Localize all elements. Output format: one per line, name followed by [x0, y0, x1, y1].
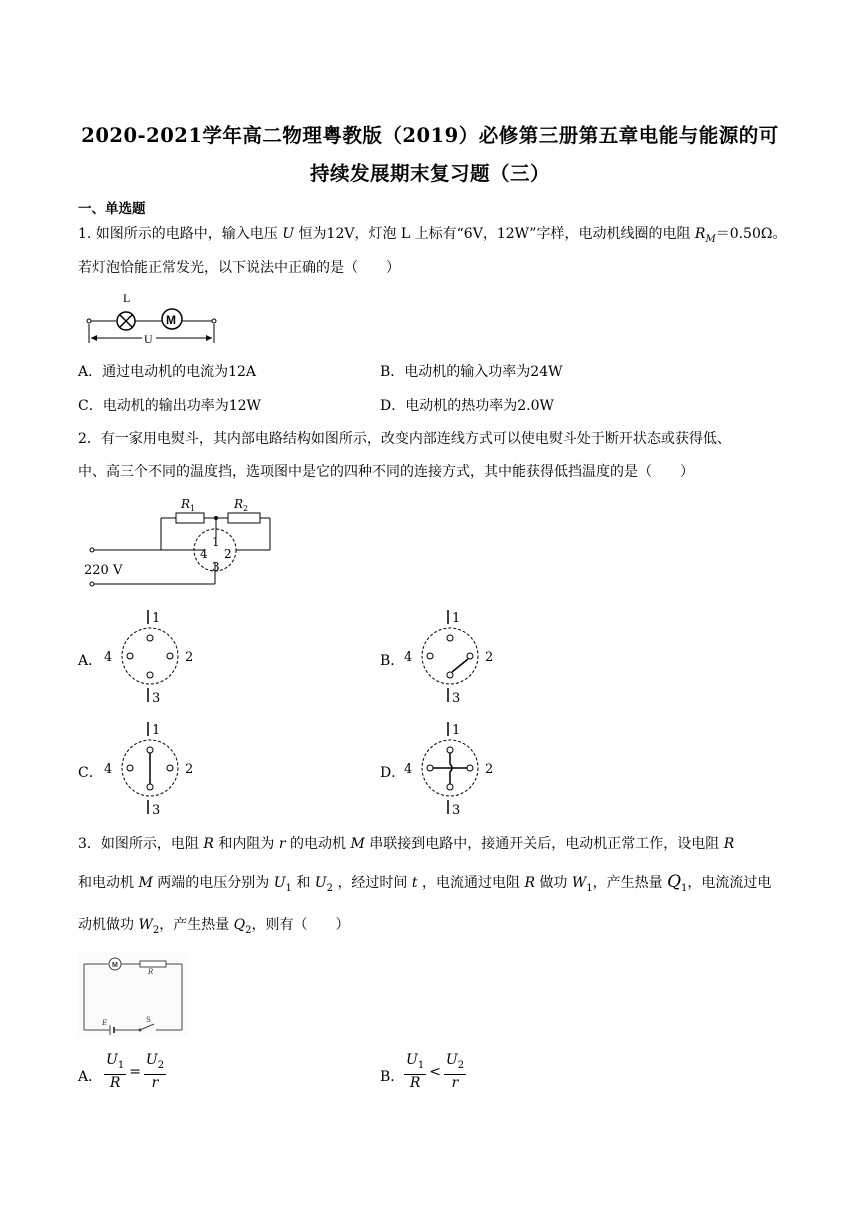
fraction: $\frac{U_1}{R}$ — [406, 1052, 425, 1091]
q3-var-w1-sub: 1 — [586, 882, 593, 894]
q3-var-u2: U — [314, 875, 327, 891]
terminal-2-label: 2 — [485, 650, 494, 665]
q3-var-r: R — [723, 836, 735, 852]
terminal-3-label: 3 — [152, 803, 161, 818]
q3-text: 动机做功 — [78, 917, 134, 933]
q3-text: ，电流流过电 — [687, 875, 772, 891]
q3-var-m: M — [350, 836, 365, 852]
q1-stem-line1 — [78, 225, 786, 249]
q3-var-q1: Q — [667, 872, 682, 892]
resistor-symbol — [140, 961, 166, 967]
terminal-2-label: 2 — [185, 762, 194, 777]
q3-stem-line3 — [78, 916, 350, 940]
q2-stem-line2: 中、高三个不同的温度挡，选项图中是它的四种不同的连接方式，其中能获得低挡温度的是（ ） — [78, 464, 694, 480]
fraction: $\frac{U_2}{r}$ — [445, 1052, 465, 1091]
q1-text: 恒为12V，灯泡 L 上标有“6V，12W”字样，电动机线圈的电阻 — [298, 226, 691, 242]
q3-text: ，电流通过电阻 — [421, 875, 520, 891]
q1-var-r-sub: M — [705, 233, 716, 245]
q2-option-d-diagram — [404, 720, 496, 816]
terminal-3-label: 3 — [152, 691, 161, 706]
q3-text: ，产生热量 — [592, 875, 663, 891]
q2-option-b-diagram — [404, 608, 496, 704]
q3-text: 和 — [296, 875, 311, 891]
q3-text: ，经过时间 — [337, 875, 408, 891]
q2-fig-r2-label: $R_2$ — [234, 497, 249, 513]
q3-text: 和内阻为 — [218, 836, 275, 852]
q1-fig-lamp-label: L — [123, 291, 131, 305]
equation-operator: = — [129, 1063, 141, 1080]
q2-fig-terminal-3: 3 — [212, 560, 220, 574]
q3-var-w2: W — [138, 917, 153, 933]
terminal-4-label: 4 — [104, 762, 113, 777]
q3-text: 两端的电压分别为 — [157, 875, 270, 891]
resistor-r1 — [176, 513, 204, 523]
terminal-1-label: 1 — [452, 611, 461, 626]
q1-text: ＝0.50Ω。 — [715, 226, 787, 242]
q3-option-b-equation — [404, 1052, 466, 1092]
q3-var-q2-sub: 2 — [245, 924, 252, 936]
q2-option-d[interactable]: D． — [380, 765, 406, 781]
q3-text: 的电动机 — [289, 836, 346, 852]
q3-text: 和电动机 — [78, 875, 134, 891]
q2-stem-line1: 2．有一家用电熨斗，其内部电路结构如图所示，改变内部连线方式可以使电熨斗处于断开状态或获得低、 — [78, 431, 731, 447]
resistor-r2 — [228, 513, 260, 523]
q3-var-t: t — [411, 875, 418, 891]
q2-fig-terminal-1: 1 — [212, 535, 220, 549]
terminal-2-label: 2 — [485, 762, 494, 777]
q3-var-u2-sub: 2 — [326, 882, 333, 894]
q3-text: ，产生热量 — [159, 917, 230, 933]
fraction: $\frac{U_2}{r}$ — [145, 1052, 165, 1091]
q3-var-u1-sub: 1 — [285, 882, 292, 894]
terminal-3-label: 3 — [452, 691, 461, 706]
q3-var-small-r: r — [278, 836, 286, 852]
q2-option-a-diagram — [104, 608, 196, 704]
terminal-4-label: 4 — [104, 650, 113, 665]
page-title-line1: 2020-2021学年高二物理粤教版（2019）必修第三册第五章电能与能源的可 — [81, 124, 779, 147]
q1-text: 1. 如图所示的电路中，输入电压 — [78, 226, 278, 242]
q3-stem-line1 — [78, 835, 734, 853]
q3-circuit-figure — [78, 952, 188, 1036]
terminal-4-label: 4 — [404, 650, 413, 665]
q1-option-d[interactable]: D．电动机的热功率为2.0W — [380, 398, 554, 414]
q3-stem-line2 — [78, 873, 771, 898]
q3-var-u1: U — [273, 875, 286, 891]
q3-option-a[interactable]: A． — [78, 1069, 103, 1085]
q2-option-c[interactable]: C． — [78, 765, 103, 781]
q1-stem-line2: 若灯泡恰能正常发光，以下说法中正确的是（ ） — [78, 260, 400, 276]
q3-fig-emf-label: E — [102, 1019, 108, 1027]
q1-fig-motor-label: M — [166, 313, 176, 327]
terminal-3-label: 3 — [452, 803, 461, 818]
q3-fig-switch-label: S — [146, 1016, 151, 1024]
q2-circuit-figure — [84, 496, 284, 592]
q2-option-a[interactable]: A． — [78, 653, 103, 669]
q2-option-c-diagram — [104, 720, 196, 816]
q3-text: 3．如图所示，电阻 — [78, 836, 199, 852]
q1-option-c[interactable]: C．电动机的输出功率为12W — [78, 398, 261, 414]
q2-fig-voltage-label: 220 V — [84, 563, 123, 578]
terminal-1-label: 1 — [152, 723, 161, 738]
terminal-4-label: 4 — [404, 762, 413, 777]
q1-option-a[interactable]: A．通过电动机的电流为12A — [78, 364, 257, 380]
q2-fig-terminal-4: 4 — [200, 547, 208, 561]
equation-operator: < — [429, 1063, 441, 1080]
page-title-line2: 持续发展期末复习题（三） — [309, 162, 550, 185]
q3-var-m: M — [138, 875, 153, 891]
terminal-1-label: 1 — [152, 611, 161, 626]
q3-text: 串联接到电路中，接通开关后，电动机正常工作，设电阻 — [369, 836, 720, 852]
q3-fig-motor-label: M — [112, 962, 118, 969]
q3-fig-resistor-label: R — [148, 968, 154, 976]
q3-text: 做功 — [539, 875, 568, 891]
q1-circuit-figure — [86, 288, 226, 348]
q1-option-b[interactable]: B．电动机的输入功率为24W — [380, 364, 563, 380]
q3-var-r: R — [524, 875, 535, 891]
q3-text: ，则有（ ） — [251, 917, 350, 933]
q1-var-r: R — [694, 226, 706, 242]
q3-var-w1: W — [571, 875, 587, 891]
q2-option-b[interactable]: B． — [380, 653, 405, 669]
q3-var-q2: Q — [233, 917, 246, 933]
q3-var-r: R — [203, 836, 214, 852]
q3-option-a-equation — [104, 1052, 166, 1092]
terminal-1-label: 1 — [452, 723, 461, 738]
terminal-2-label: 2 — [185, 650, 194, 665]
section-heading: 一、单选题 — [78, 201, 146, 217]
fraction: $\frac{U_1}{R}$ — [106, 1052, 125, 1091]
q3-var-q1-sub: 1 — [681, 882, 688, 894]
q2-fig-terminal-2: 2 — [224, 547, 232, 561]
q3-option-b[interactable]: B． — [380, 1069, 405, 1085]
q2-fig-r1-label: $R_1$ — [181, 497, 196, 513]
q1-fig-voltage-label: U — [144, 332, 153, 346]
q3-var-w2-sub: 2 — [152, 924, 160, 936]
q1-var-u: U — [282, 226, 295, 242]
